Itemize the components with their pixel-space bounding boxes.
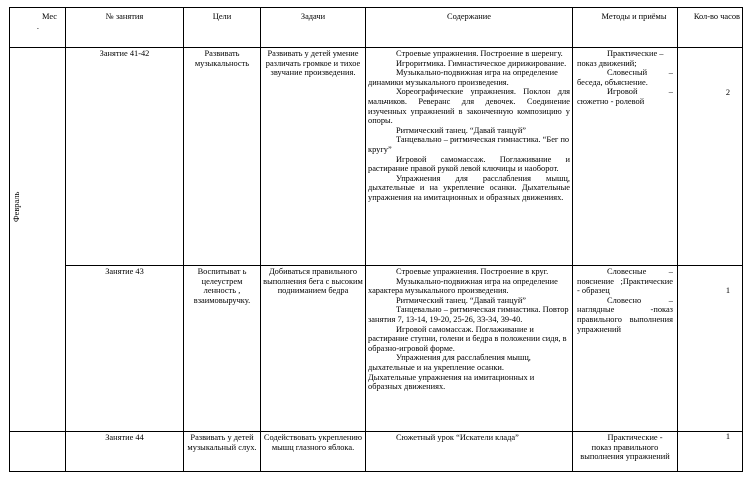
header-month: Мес . <box>10 8 66 48</box>
content-line: Ритмический танец. “Давай танцуй” <box>396 125 527 135</box>
content-line: Хореографические упражнения. Поклон для мальчиков. Реверанс для девочек. Соединение изученных упражнений в законченную композицию у опоры. <box>368 87 570 126</box>
lesson-cell: Занятие 44 <box>66 432 184 472</box>
content-line: Сюжетный урок “Искатели клада” <box>396 433 519 442</box>
content-line: Игроритмика. Гимнастическое дирижирование. <box>396 58 567 68</box>
month-cell-empty <box>10 432 66 472</box>
content-cell <box>366 48 573 266</box>
content-line: Упражнения для расслабления мышц, дыхательные и на укрепление осанки. Дыхательные упражнения на имитационных и образных движениях. <box>368 173 570 202</box>
table-row <box>10 266 743 432</box>
method-line: Словесные – пояснение ;Практические - образец <box>577 267 673 296</box>
content-line: Игровой самомассаж. Поглаживание и растирание правой рукой левой ключицы и наоборот. <box>368 154 570 174</box>
hours-cell: 2 <box>678 48 743 266</box>
header-methods: Методы и приёмы <box>573 8 678 48</box>
header-hours: Кол-во часов <box>678 8 743 48</box>
table-row <box>10 432 743 472</box>
goal-cell: Развивать у детей музыкальный слух. <box>184 432 261 472</box>
header-lesson: № занятия <box>66 8 184 48</box>
methods-cell <box>573 48 678 266</box>
content-line: Музыкально-подвижная игра на определение динамики музыкального произведения. <box>368 68 558 87</box>
method-line: Практические – показ движений; <box>577 49 664 68</box>
method-line: Словесный – беседа, объяснение. <box>577 68 673 87</box>
task-cell: Содействовать укреплению мышц глазного яблока. <box>261 432 366 472</box>
task-cell: Развивать у детей умение различать громкое и тихое звучание произведения. <box>261 48 366 266</box>
task-cell: Добиваться правильного выполнения бега с высоким подниманием бедра <box>261 266 366 432</box>
lesson-cell: Занятие 43 <box>66 266 184 432</box>
header-goals: Цели <box>184 8 261 48</box>
content-line: Строевые упражнения. Построение в круг. <box>396 267 549 276</box>
content-line: Дыхательные упражнения на имитационных и образных движениях. <box>368 372 535 392</box>
method-line: Практические - показ правильного выполнения упражнений <box>580 433 670 462</box>
goal-cell: Развивать музыкальность <box>184 48 261 266</box>
content-line: Танцевально – ритмическая гимнастика. “Бег по кругу” <box>368 135 570 154</box>
content-line: Игровой самомассаж. Поглаживание и растирание ступни, голени и бедра в положении сидя, в образно-игровой форме. <box>368 324 567 353</box>
month-cell <box>10 48 66 432</box>
header-tasks: Задачи <box>261 8 366 48</box>
methods-cell <box>573 266 678 432</box>
content-cell <box>366 266 573 432</box>
method-line: Игровой – сюжетно - ролевой <box>577 87 673 106</box>
table-row <box>10 48 743 266</box>
header-row <box>10 8 743 48</box>
content-line: Строевые упражнения. Построение в шеренгу. <box>396 49 563 58</box>
method-line: Словесно – наглядные -показ правильного выполнения упражнений <box>577 295 673 334</box>
methods-cell <box>573 432 678 472</box>
content-line: Музыкально-подвижная игра на определение характера музыкального произведения. <box>368 276 558 296</box>
hours-cell: 1 <box>678 266 743 432</box>
hours-cell: 1 <box>678 432 743 472</box>
month-label: Февраль <box>12 191 21 222</box>
goal-cell: Воспитыват ь целеустрем ленность , взаимовыручку. <box>184 266 261 432</box>
header-content: Содержание <box>366 8 573 48</box>
lesson-plan-table <box>9 7 743 472</box>
lesson-cell: Занятие 41-42 <box>66 48 184 266</box>
content-line: Упражнения для расслабления мышц, дыхательные и на укрепление осанки. <box>368 353 531 372</box>
content-line: Ритмический танец. “Давай танцуй” <box>396 295 527 305</box>
content-line: Танцевально – ритмическая гимнастика. Повтор занятия 7, 13-14, 19-20, 25-26, 33-34, 39-40. <box>368 305 569 324</box>
content-cell <box>366 432 573 472</box>
